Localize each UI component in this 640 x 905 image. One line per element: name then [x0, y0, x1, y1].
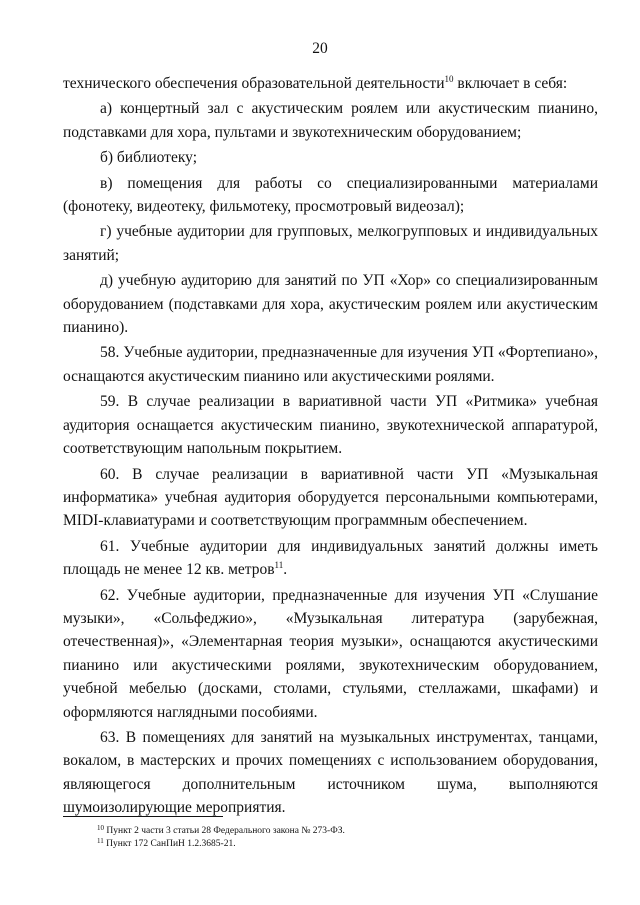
- clause-58: 58. Учебные аудитории, предназначенные для изучения УП «Фортепиано», оснащаются акустическим пианино или акустическими роялями.: [63, 344, 598, 385]
- paragraph-intro: технического обеспечения образовательной деятельности$^{10}$ включает в себя:: [63, 74, 568, 92]
- list-item-g: г) учебные аудитории для групповых, мелкогрупповых и индивидуальных занятий;: [63, 223, 598, 264]
- clause-62: 62. Учебные аудитории, предназначенные для изучения УП «Слушание музыки», «Сольфеджио», «Музыкальная литература (зарубежная, отечественная)», «Элементарная теория музыки», оснащаются акустическими пианино или акустическими роялями, звукотехническим оборудованием, учебной мебелью (досками, столами, стульями, стеллажами, шкафами) и оформляются наглядными пособиями.: [63, 586, 598, 721]
- clause-59: 59. В случае реализации в вариативной части УП «Ритмика» учебная аудитория оснащается акустическим пианино, звукотехнической аппаратурой, соответствующим напольным покрытием.: [63, 393, 598, 458]
- clause-60: 60. В случае реализации в вариативной части УП «Музыкальная информатика» учебная аудитория оборудуется персональными компьютерами, MIDI-клавиатурами и соответствующим программным обеспечением.: [63, 465, 598, 530]
- page-number: 20: [312, 40, 328, 57]
- footnote-11: $^{11}$ Пункт 172 СанПиН 1.2.3685-21.: [97, 837, 236, 849]
- list-item-b: б) библиотеку;: [100, 149, 197, 167]
- clause-61: 61. Учебные аудитории для индивидуальных занятий должны иметь площадь не менее 12 кв. метров$^{11}$.: [63, 537, 598, 579]
- list-item-d: д) учебную аудиторию для занятий по УП «Хор» со специализированным оборудованием (подставками для хора, акустическим роялем или акустическим пианино).: [63, 272, 598, 337]
- footnote-10: $^{10}$ Пункт 2 части 3 статьи 28 Федерального закона № 273-ФЗ.: [97, 824, 345, 836]
- clause-63: 63. В помещениях для занятий на музыкальных инструментах, танцами, вокалом, в мастерских и прочих помещениях с использованием оборудования, являющегося дополнительным источником шума, выполняются шумоизолирующие мероприятия.: [63, 728, 598, 817]
- footnote-divider: [63, 816, 223, 817]
- list-item-v: в) помещения для работы со специализированными материалами (фонотеку, видеотеку, фильмотеку, просмотровый видеозал);: [63, 174, 598, 216]
- document-body: [63, 72, 598, 820]
- list-item-a: а) концертный зал с акустическим роялем или акустическим пианино, подставками для хора, пультами и звукотехническим оборудованием;: [63, 100, 598, 141]
- footnotes: [97, 825, 597, 851]
- footnote-ref-10: 10: [444, 74, 454, 84]
- footnote-ref-11: 11: [274, 560, 284, 571]
